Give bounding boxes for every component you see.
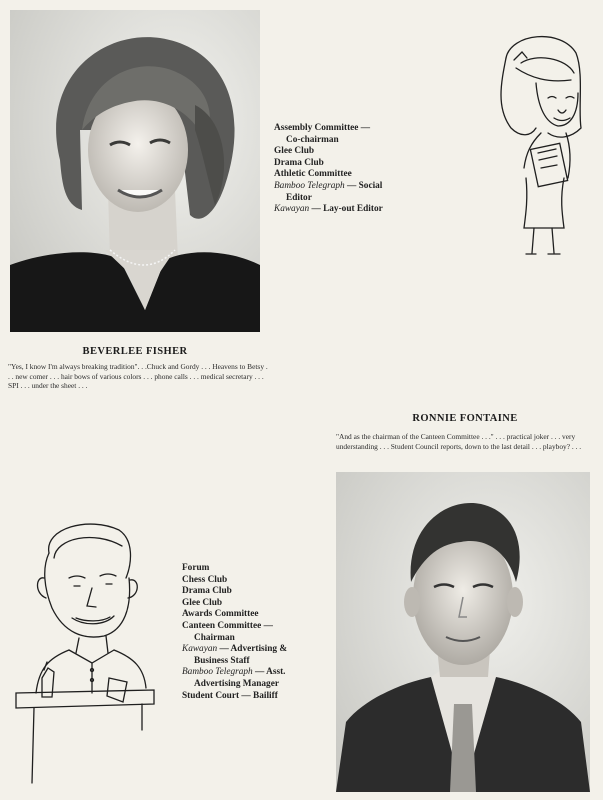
activity-role: — Social: [344, 180, 383, 191]
activity-item: Glee Club: [274, 146, 315, 157]
activity-item: Drama Club: [182, 586, 232, 597]
activity-role: — Asst.: [252, 667, 286, 678]
activity-role: — Advertising &: [217, 644, 288, 655]
activity-role: — Lay-out Editor: [309, 204, 383, 215]
student-name-beverlee: BEVERLEE FISHER: [82, 346, 188, 357]
activity-item: Glee Club: [182, 597, 223, 608]
activity-item: [182, 644, 287, 656]
activity-item: Forum: [182, 563, 210, 573]
activity-item: Drama Club: [274, 157, 324, 168]
activity-item: Assembly Committee —: [274, 123, 371, 133]
activity-item: [274, 204, 383, 216]
activity-publication: Bamboo Telegraph: [274, 180, 345, 191]
portrait-ronnie-fontaine: [336, 472, 590, 792]
student-quote-ronnie: "And as the chairman of the Canteen Committee . . ." . . . practical joker . . . very understanding . . . Student Council reports, down to the last detail . . . playboy? . . .: [336, 432, 582, 451]
activity-item: Editor: [286, 192, 312, 203]
activity-item: Student Court — Bailiff: [182, 690, 278, 701]
activity-publication: Kawayan: [274, 204, 310, 215]
activity-item: Canteen Committee —: [182, 620, 273, 631]
activity-item: Chairman: [194, 632, 235, 643]
activity-item: Business Staff: [194, 655, 250, 666]
activity-item: Co-chairman: [286, 134, 339, 145]
student-name-ronnie: RONNIE FONTAINE: [412, 413, 518, 424]
activity-item: Awards Committee: [182, 609, 259, 620]
activity-item: Athletic Committee: [274, 169, 352, 180]
activity-item: [182, 667, 287, 679]
caricature-sketch-ronnie: [14, 518, 174, 786]
activity-item: Chess Club: [182, 574, 228, 585]
activity-item: [274, 181, 383, 193]
student-quote-beverlee: "Yes, I know I'm always breaking tradition". . .Chuck and Gordy . . . Heavens to Betsy . . . new comer . . . hair bows of various colors . . . phone calls . . . medical secretary . . . SPI . . . under the sheet . . .: [8, 362, 268, 391]
activities-list-ronnie: [182, 563, 287, 702]
activity-publication: Kawayan: [182, 644, 218, 655]
caricature-sketch-beverlee: [486, 28, 596, 263]
activity-item: Advertising Manager: [194, 678, 279, 689]
portrait-beverlee-fisher: [10, 10, 260, 332]
activities-list-beverlee: [274, 123, 383, 216]
activity-publication: Bamboo Telegraph: [182, 667, 253, 678]
